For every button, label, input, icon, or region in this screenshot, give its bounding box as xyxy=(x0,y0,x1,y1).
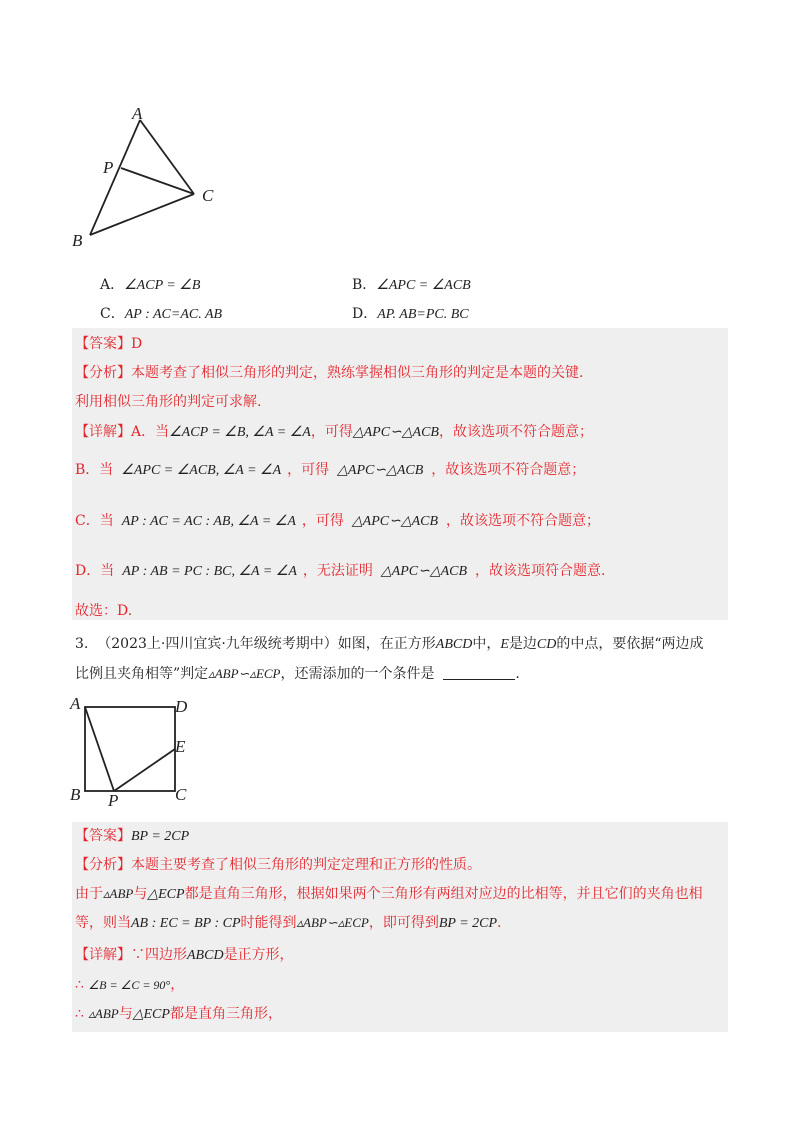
triangle-figure xyxy=(60,100,230,250)
label-b: B xyxy=(72,231,83,250)
label-p: P xyxy=(108,791,119,810)
detail-2-line-2: ∴ ∠B = ∠C = 90°， xyxy=(75,977,185,993)
segment-pc xyxy=(121,168,194,194)
answer-line-2: 【答案】BP = 2CP xyxy=(75,828,190,844)
segment-ap xyxy=(85,707,114,791)
label-p: P xyxy=(103,158,114,177)
label-b: B xyxy=(70,785,81,804)
choose-line: 故选：D. xyxy=(75,603,133,619)
detail-line-b: B．当 ∠APC = ∠ACB, ∠A = ∠A ，可得 △APC∽△ACB ，故该选项不符合题意； xyxy=(75,462,586,478)
analysis-line-2: 利用相似三角形的判定可求解. xyxy=(75,394,262,410)
segment-pe xyxy=(114,749,175,791)
square-abcd xyxy=(85,707,175,791)
option-a: A．∠ACP = ∠B xyxy=(100,277,201,293)
square-figure xyxy=(62,690,202,810)
segment-ac xyxy=(140,120,194,194)
detail-2-line-3: ∴ ▵ABP与△ECP都是直角三角形， xyxy=(75,1006,282,1022)
question-3-line-1: 3. （2023上·四川宜宾·九年级统考期中）如图，在正方形ABCD中，E是边CD的中点，要依据“两边成 xyxy=(75,636,704,652)
label-d: D xyxy=(175,697,188,716)
answer-blank[interactable] xyxy=(443,665,515,680)
option-d: D．AP. AB=PC. BC xyxy=(352,306,469,322)
answer-line: 【答案】D xyxy=(75,336,143,352)
detail-line-c: C．当 AP : AC = AC : AB, ∠A = ∠A ，可得 △APC∽△ACB ，故该选项不符合题意； xyxy=(75,513,601,529)
detail-line-a: 【详解】A．当∠ACP = ∠B, ∠A = ∠A，可得△APC∽△ACB，故该选项不符合题意； xyxy=(75,424,593,440)
label-c: C xyxy=(175,785,187,804)
detail-line-d: D．当 AP : AB = PC : BC, ∠A = ∠A ，无法证明 △APC∽△ACB ，故该选项符合题意. xyxy=(75,563,606,579)
analysis-2-line-3: 等，则当AB : EC = BP : CP时能得到▵ABP∽▵ECP，即可得到BP = 2CP. xyxy=(75,915,502,931)
analysis-2-line-2: 由于▵ABP与△ECP都是直角三角形，根据如果两个三角形有两组对应边的比相等，并且它们的夹角也相 xyxy=(75,886,703,902)
label-a: A xyxy=(70,694,81,713)
label-e: E xyxy=(175,737,186,756)
option-c: C．AP : AC=AC. AB xyxy=(100,306,223,322)
analysis-line-1: 【分析】本题考查了相似三角形的判定，熟练掌握相似三角形的判定是本题的关键. xyxy=(75,365,584,381)
question-3-line-2: 比例且夹角相等”判定▵ABP∽▵ECP，还需添加的一个条件是 . xyxy=(75,666,520,682)
option-b: B．∠APC = ∠ACB xyxy=(352,277,471,293)
label-a: A xyxy=(132,104,143,123)
detail-2-line-1: 【详解】∵四边形ABCD是正方形， xyxy=(75,947,294,963)
label-c: C xyxy=(202,186,214,205)
analysis-2-line-1: 【分析】本题主要考查了相似三角形的判定定理和正方形的性质。 xyxy=(75,857,481,873)
